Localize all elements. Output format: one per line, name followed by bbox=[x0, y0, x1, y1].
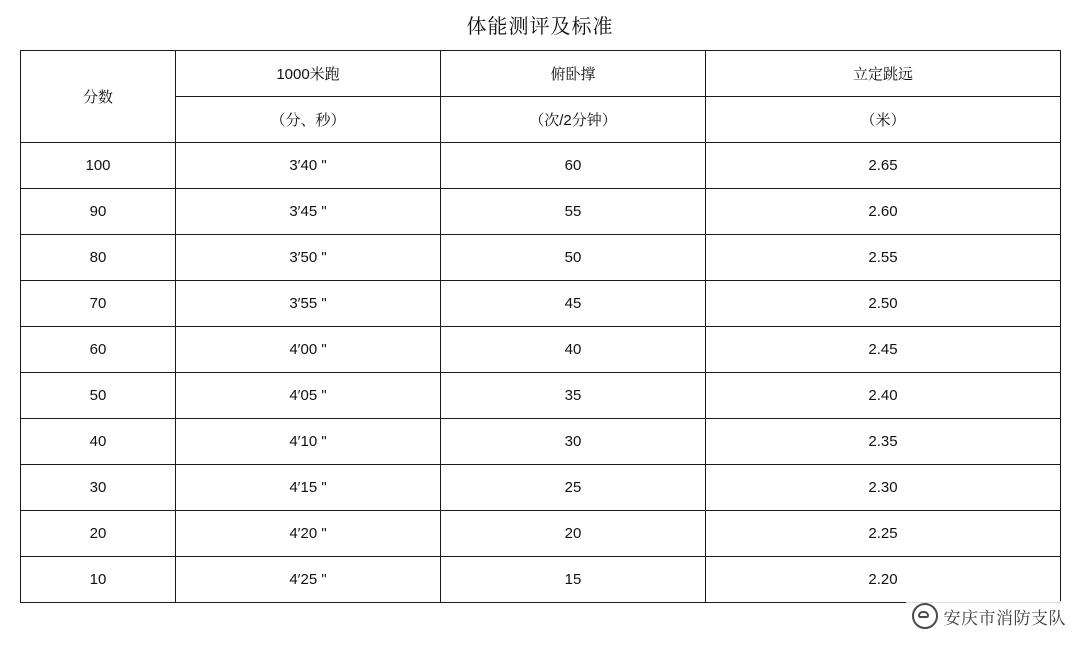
cell-longjump: 2.50 bbox=[706, 281, 1061, 327]
table-row bbox=[21, 511, 1061, 557]
cell-pushup: 60 bbox=[441, 143, 706, 189]
cell-pushup: 45 bbox=[441, 281, 706, 327]
watermark-label: 安庆市消防支队 bbox=[943, 608, 1066, 628]
column-header-longjump: 立定跳远 bbox=[706, 51, 1061, 97]
cell-score: 90 bbox=[21, 189, 176, 235]
cell-run: 3′55 " bbox=[176, 281, 441, 327]
cell-run: 4′15 " bbox=[176, 465, 441, 511]
cell-pushup: 35 bbox=[441, 373, 706, 419]
cell-pushup: 50 bbox=[441, 235, 706, 281]
cell-score: 70 bbox=[21, 281, 176, 327]
cell-longjump: 2.35 bbox=[706, 419, 1061, 465]
cell-run: 4′20 " bbox=[176, 511, 441, 557]
cell-pushup: 15 bbox=[441, 557, 706, 603]
table-row bbox=[21, 465, 1061, 511]
table-row bbox=[21, 373, 1061, 419]
cell-score: 100 bbox=[21, 143, 176, 189]
cell-longjump: 2.25 bbox=[706, 511, 1061, 557]
table-row bbox=[21, 143, 1061, 189]
wechat-official-account-icon bbox=[912, 603, 938, 629]
table-row bbox=[21, 281, 1061, 327]
cell-run: 4′25 " bbox=[176, 557, 441, 603]
table-header-row-main bbox=[21, 51, 1061, 97]
cell-longjump: 2.65 bbox=[706, 143, 1061, 189]
table-row bbox=[21, 557, 1061, 603]
cell-pushup: 55 bbox=[441, 189, 706, 235]
cell-run: 4′00 " bbox=[176, 327, 441, 373]
table-row bbox=[21, 327, 1061, 373]
table-row bbox=[21, 189, 1061, 235]
table-row bbox=[21, 235, 1061, 281]
column-unit-pushup: （次/2分钟） bbox=[441, 97, 706, 143]
column-header-pushup: 俯卧撑 bbox=[441, 51, 706, 97]
column-header-run: 1000米跑 bbox=[176, 51, 441, 97]
cell-longjump: 2.60 bbox=[706, 189, 1061, 235]
cell-score: 20 bbox=[21, 511, 176, 557]
cell-run: 3′45 " bbox=[176, 189, 441, 235]
cell-longjump: 2.30 bbox=[706, 465, 1061, 511]
cell-score: 50 bbox=[21, 373, 176, 419]
cell-pushup: 25 bbox=[441, 465, 706, 511]
cell-longjump: 2.40 bbox=[706, 373, 1061, 419]
page-title: 体能测评及标准 bbox=[466, 16, 614, 38]
cell-score: 80 bbox=[21, 235, 176, 281]
cell-longjump: 2.55 bbox=[706, 235, 1061, 281]
cell-score: 10 bbox=[21, 557, 176, 603]
cell-longjump: 2.20 bbox=[706, 557, 1061, 603]
cell-longjump: 2.45 bbox=[706, 327, 1061, 373]
cell-run: 4′10 " bbox=[176, 419, 441, 465]
cell-run: 3′40 " bbox=[176, 143, 441, 189]
cell-score: 40 bbox=[21, 419, 176, 465]
cell-run: 4′05 " bbox=[176, 373, 441, 419]
cell-score: 60 bbox=[21, 327, 176, 373]
table-row bbox=[21, 419, 1061, 465]
fitness-standard-table bbox=[20, 50, 1061, 603]
cell-run: 3′50 " bbox=[176, 235, 441, 281]
watermark bbox=[906, 601, 1073, 631]
table-body bbox=[21, 143, 1061, 603]
column-header-score: 分数 bbox=[21, 51, 176, 143]
cell-pushup: 40 bbox=[441, 327, 706, 373]
column-unit-longjump: （米） bbox=[706, 97, 1061, 143]
fitness-standard-table-container bbox=[20, 50, 1060, 603]
cell-score: 30 bbox=[21, 465, 176, 511]
cell-pushup: 30 bbox=[441, 419, 706, 465]
column-unit-run: （分、秒） bbox=[176, 97, 441, 143]
cell-pushup: 20 bbox=[441, 511, 706, 557]
table-header-row-unit bbox=[21, 97, 1061, 143]
